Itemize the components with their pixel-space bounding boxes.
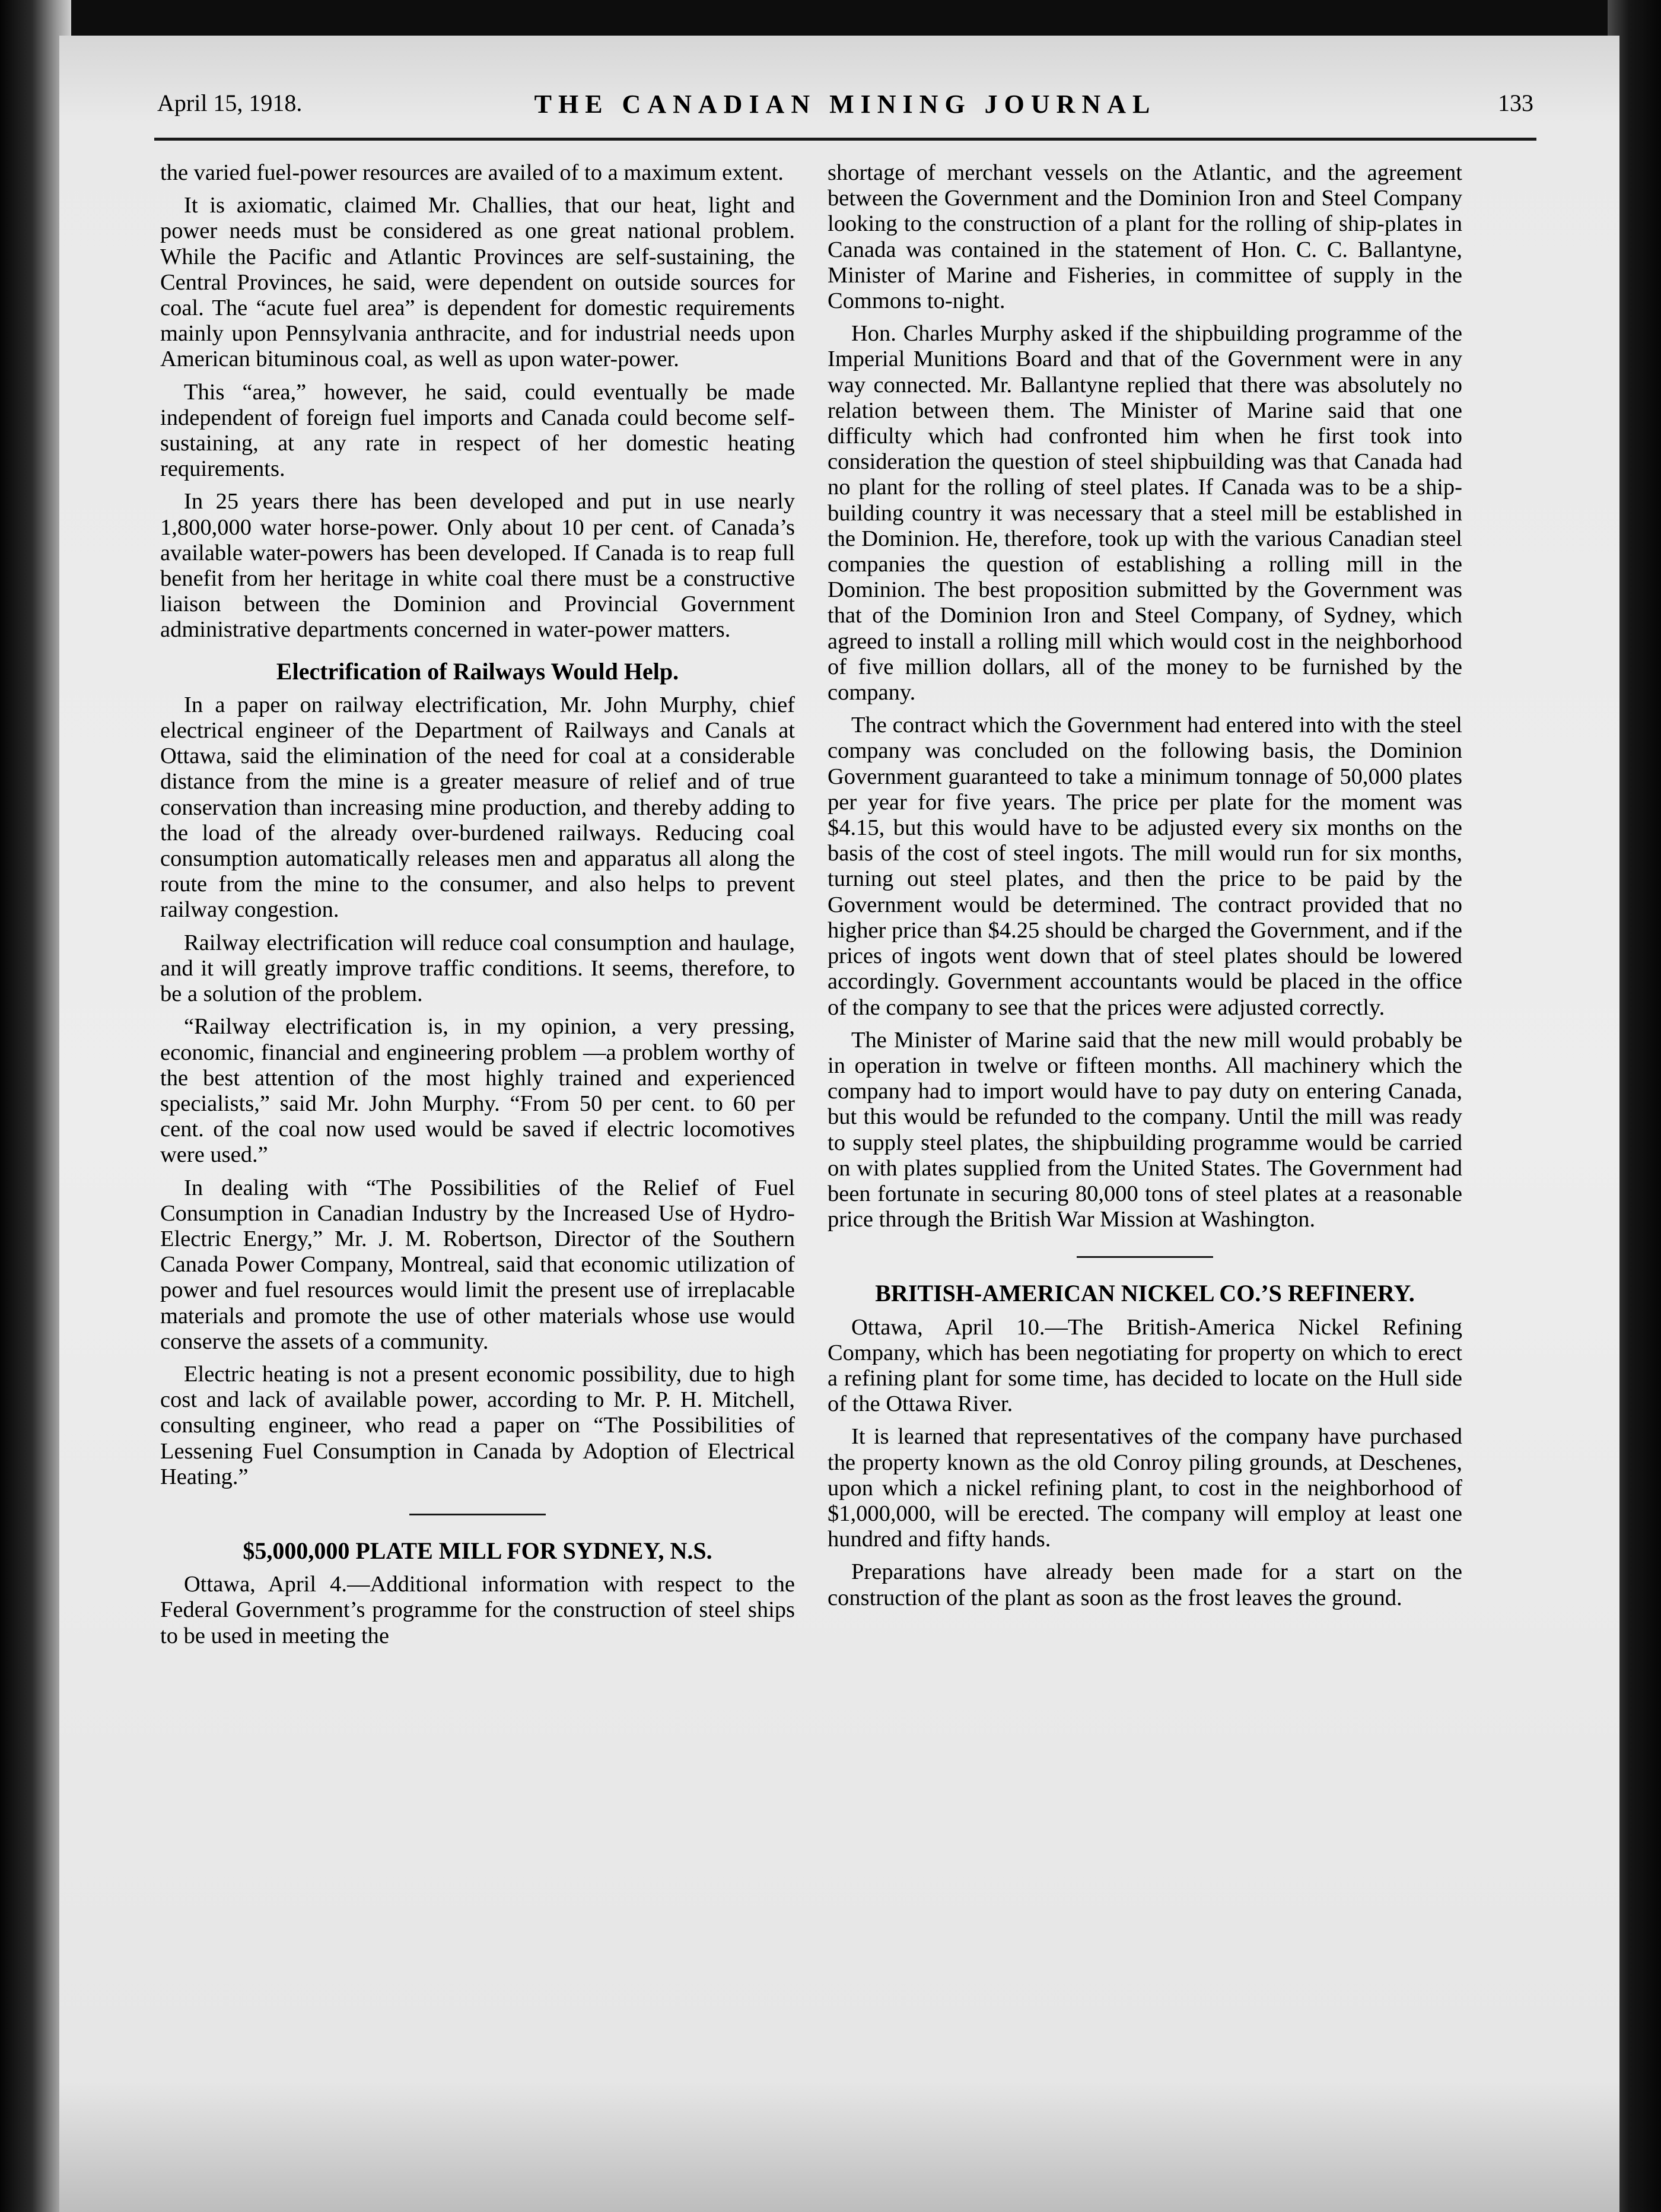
paragraph: Ottawa, April 4.—Additional information with respect to the Federal Government’s programme for the construction of steel ships to be used in meeting the [160,1572,795,1648]
paragraph: shortage of merchant vessels on the Atlantic, and the agreement between the Government and the Dominion Iron and Steel Company looking to the construction of a plant for the rolling of ship-plates in Canada was contained in the statement of Hon. C. C. Ballantyne, Minister of Marine and Fisheries, in committee of supply in the Commons to-night. [828,160,1462,314]
paragraph: the varied fuel-power resources are availed of to a maximum extent. [160,160,784,185]
paragraph: In 25 years there has been developed and put in use nearly 1,800,000 water horse-power. Only about 10 per cent. of Canada’s available water-powers has been developed. If Canada is to reap full benefit from her heritage in white coal there must be a constructive liaison between the Dominion and Provincial Government administrative departments concerned in water-power matters. [160,489,795,643]
paragraph: This “area,” however, he said, could eventually be made independent of foreign fuel imports and Canada could become self-sustaining, at any rate in respect of her domestic heating requirements. [160,379,795,482]
paragraph: In dealing with “The Possibilities of the Relief of Fuel Consumption in Canadian Industry by the Increased Use of Hydro-Electric Energy,” Mr. J. M. Robertson, Director of the Southern Canada Power Company, Montreal, said that economic utilization of power and fuel resources would limit the present use of irreplacable materials and promote the use of other materials whose use would conserve the assets of a community. [160,1175,795,1354]
right-column [828,160,1462,1618]
section-heading: Electrification of Railways Would Help. [276,657,679,685]
journal-title: THE CANADIAN MINING JOURNAL [534,90,1157,119]
article-heading: BRITISH-AMERICAN NICKEL CO.’S REFINERY. [875,1280,1415,1307]
paragraph: In a paper on railway electrification, Mr. John Murphy, chief electrical engineer of the Department of Railways and Canals at Ottawa, said the elimination of the need for coal at a considerable distance from the mine is a greater measure of relief and of true conservation than increasing mine production, and thereby adding to the load of the already over-burdened railways. Reducing coal consumption automatically releases men and apparatus all along the route from the mine to the consumer, and also helps to prevent railway congestion. [160,692,795,923]
paragraph: Electric heating is not a present economic possibility, due to high cost and lack of available power, according to Mr. P. H. Mitchell, consulting engineer, who read a paper on “The Possibilities of Lessening Fuel Consumption in Canada by Adoption of Electrical Heating.” [160,1361,795,1489]
paragraph: It is axiomatic, claimed Mr. Challies, that our heat, light and power needs must be considered as one great national problem. While the Pacific and Atlantic Provinces are self-sustaining, the Central Provinces, he said, were dependent on outside sources for coal. The “acute fuel area” is dependent for domestic requirements mainly upon Pennsylvania anthracite, and for industrial needs upon American bituminous coal, as well as upon water-power. [160,193,795,372]
running-header [157,89,1533,131]
page-number: 133 [1498,90,1533,116]
header-rule [154,138,1536,141]
paragraph: Ottawa, April 10.—The British-America Nickel Refining Company, which has been negotiating for property on which to erect a refining plant for some time, has decided to locate on the Hull side of the Ottawa River. [828,1314,1462,1417]
article-divider [1077,1256,1213,1258]
left-column [160,160,795,1656]
paragraph: Railway electrification will reduce coal consumption and haulage, and it will greatly improve traffic conditions. It seems, therefore, to be a solution of the problem. [160,930,795,1007]
article-divider [409,1514,546,1515]
paragraph: The Minister of Marine said that the new mill would probably be in operation in twelve or fifteen months. All machinery which the company had to import would have to pay duty on entering Canada, but this would be refunded to the company. Until the mill was ready to supply steel plates, the shipbuilding programme would be carried on with plates supplied from the United States. The Government had been fortunate in securing 80,000 tons of steel plates at a reasonable price through the British War Mission at Washington. [828,1027,1462,1232]
paragraph: The contract which the Government had entered into with the steel company was concluded on the following basis, the Dominion Government guaranteed to take a minimum tonnage of 50,000 plates per year for five years. The price per plate for the moment was $4.15, but this would have to be adjusted every six months on the basis of the cost of steel ingots. The mill would run for six months, turning out steel plates, and then the price to be paid by the Government would be determined. The contract provided that no higher price than $4.25 should be charged the Government, and if the prices of ingots went down that of steel plates should be lowered accordingly. Government accountants would be placed in the office of the company to see that the prices were adjusted correctly. [828,713,1462,1020]
paragraph: Hon. Charles Murphy asked if the shipbuilding programme of the Imperial Munitions Board and that of the Government were in any way connected. Mr. Ballantyne replied that there was absolutely no relation between them. The Minister of Marine said that one difficulty which had confronted him when he first took into consideration the question of steel shipbuilding was that Canada had no plant for the rolling of steel plates. If Canada was to be a ship-building country it was necessary that a steel mill be established in the Dominion. He, therefore, took up with the various Canadian steel companies the question of establishing a rolling mill in the Dominion. The best proposition submitted by the Government was that of the Dominion Iron and Steel Company, of Sydney, which agreed to install a rolling mill which would cost in the neighborhood of five million dollars, all of the money to be furnished by the company. [828,321,1462,705]
paragraph: It is learned that representatives of the company have purchased the property known as the old Conroy piling grounds, at Deschenes, upon which a nickel refining plant, to cost in the neighborhood of $1,000,000, will be erected. The company will employ at least one hundred and fifty hands. [828,1424,1462,1552]
paragraph: “Railway electrification is, in my opinion, a very pressing, economic, financial and engineering problem —a problem worthy of the best attention of the most highly trained and experienced specialists,” said Mr. John Murphy. “From 50 per cent. to 60 per cent. of the coal now used would be saved if electric locomotives were used.” [160,1014,795,1168]
paragraph: Preparations have already been made for a start on the construction of the plant as soon as the frost leaves the ground. [828,1559,1462,1610]
header-date: April 15, 1918. [157,90,303,116]
article-heading: $5,000,000 PLATE MILL FOR SYDNEY, N.S. [243,1537,712,1564]
